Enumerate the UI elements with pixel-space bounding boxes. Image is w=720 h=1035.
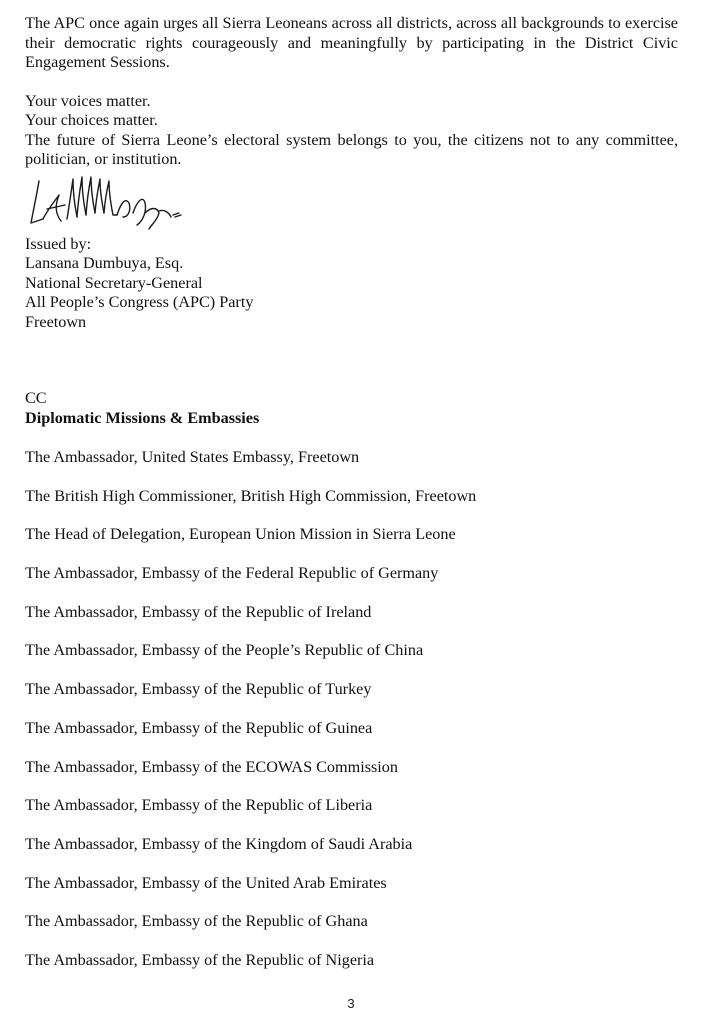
list-item: The Ambassador, Embassy of the Republic of Ghana <box>25 912 368 931</box>
list-item: The Ambassador, Embassy of the United Arab Emirates <box>25 873 387 892</box>
closing-line-voices: Your voices matter. <box>25 91 151 110</box>
issuer-location: Freetown <box>25 312 87 331</box>
cc-recipient-list <box>25 448 476 990</box>
list-item: The Ambassador, Embassy of the Federal Republic of Germany <box>25 564 439 583</box>
list-item: The Ambassador, Embassy of the Kingdom of Saudi Arabia <box>25 834 413 853</box>
closing-line-choices: Your choices matter. <box>25 111 158 129</box>
page-number: 3 <box>347 996 355 1011</box>
list-item: The Ambassador, Embassy of the People’s Republic of China <box>25 641 424 660</box>
cc-heading: Diplomatic Missions & Embassies <box>25 408 260 427</box>
list-item: The Ambassador, Embassy of the Republic of Turkey <box>25 680 372 699</box>
list-item: The Ambassador, Embassy of the Republic of Ireland <box>25 602 372 621</box>
list-item: The Head of Delegation, European Union Mission in Sierra Leone <box>25 525 456 544</box>
issuer-name: Lansana Dumbuya, Esq. <box>25 254 184 272</box>
cc-label: CC <box>25 389 47 407</box>
appeal-paragraph: The APC once again urges all Sierra Leoneans across all districts, across all backgrounds to exercise their democratic rights courageously and meaningfully by participating in the District Civic Engagement Sessions. <box>25 14 678 71</box>
list-item: The British High Commissioner, British High Commission, Freetown <box>25 486 477 505</box>
issued-by-label: Issued by: <box>25 234 92 253</box>
list-item: The Ambassador, United States Embassy, Freetown <box>25 448 360 466</box>
cc-block <box>25 389 259 428</box>
issuer-block <box>25 235 678 333</box>
list-item: The Ambassador, Embassy of the Republic of Nigeria <box>25 950 375 969</box>
issuer-organization: All People’s Congress (APC) Party <box>25 293 254 311</box>
issuer-title: National Secretary-General <box>25 273 203 292</box>
list-item: The Ambassador, Embassy of the ECOWAS Commission <box>25 757 398 776</box>
closing-line-future: The future of Sierra Leone’s electoral system belongs to you, the citizens not to any committee, politician, or institution. <box>25 130 678 168</box>
signature-icon <box>25 173 205 233</box>
paragraph-spacer <box>25 73 678 92</box>
list-item: The Ambassador, Embassy of the Republic of Guinea <box>25 718 373 737</box>
document-body <box>25 14 678 332</box>
list-item: The Ambassador, Embassy of the Republic of Liberia <box>25 796 373 815</box>
